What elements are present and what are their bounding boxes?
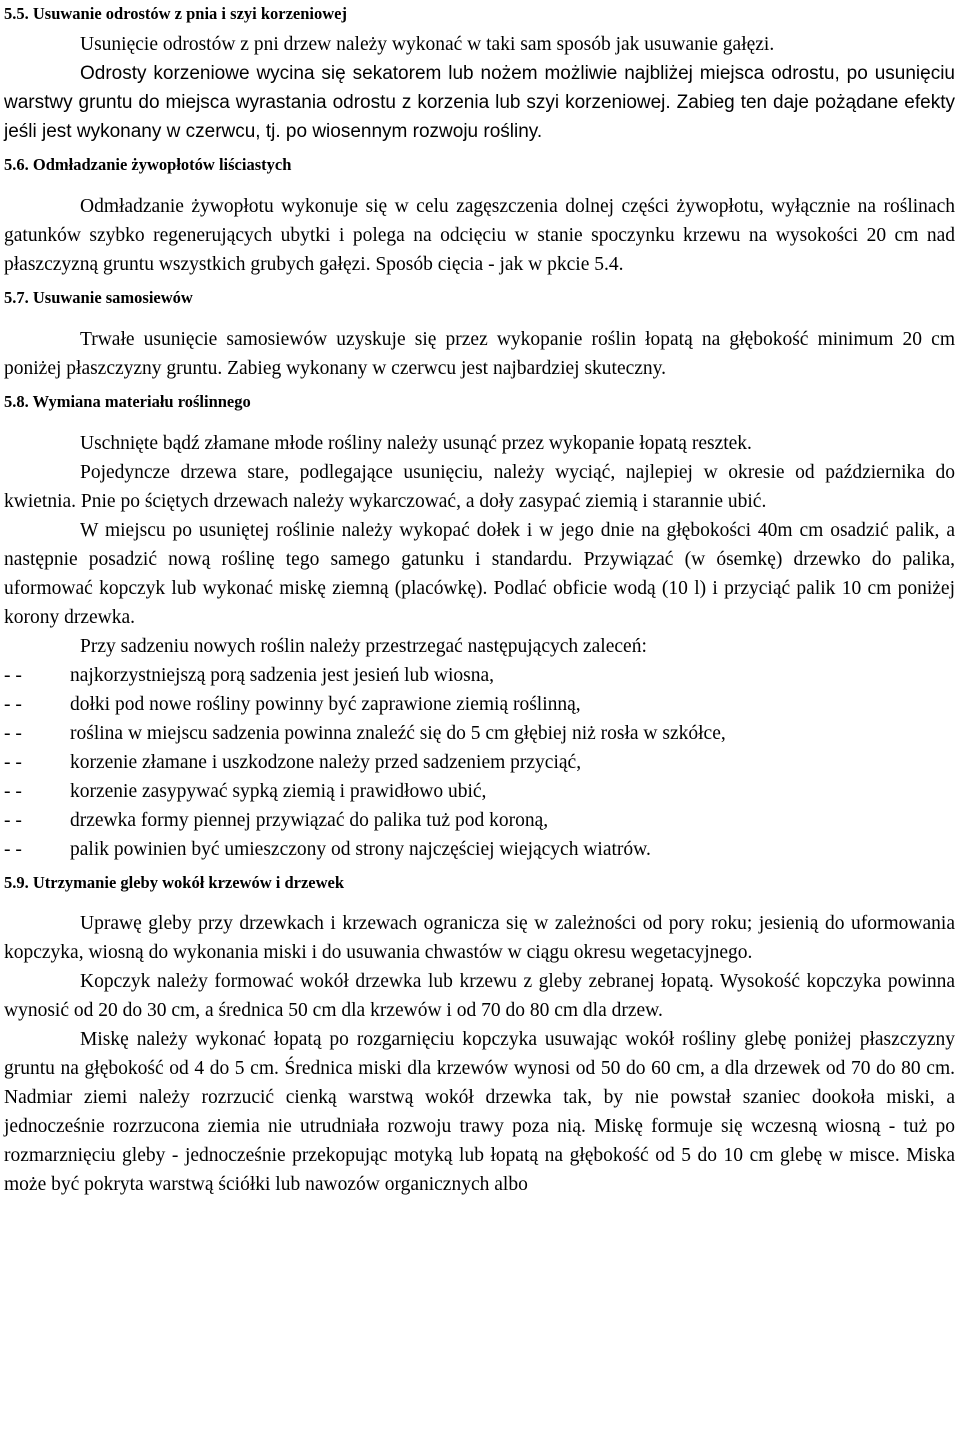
list-marker: - - xyxy=(4,752,22,773)
section-heading-5-9: 5.9. Utrzymanie gleby wokół krzewów i drzewek xyxy=(4,873,345,892)
paragraph: Odrosty korzeniowe wycina się sekatorem lub nożem możliwie najbliżej miejsca odrostu, po usunięciu warstwy gruntu do miejsca wyrastania odrostu z korzenia lub szyi korzeniowej. Zabieg ten daje pożądane efekty jeśli jest wykonany w czerwcu, tj. po wiosennym rozwoju rośliny. xyxy=(4,63,955,142)
paragraph: Uschnięte bądź złamane młode rośliny należy usunąć przez wykopanie łopatą resztek. xyxy=(80,433,752,454)
list-item xyxy=(4,661,955,690)
list-item xyxy=(4,690,955,719)
paragraph: Przy sadzeniu nowych roślin należy przestrzegać następujących zaleceń: xyxy=(80,636,647,657)
list-item-text: korzenie złamane i uszkodzone należy przed sadzeniem przyciąć, xyxy=(70,752,582,773)
paragraph: Pojedyncze drzewa stare, podlegające usunięciu, należy wyciąć, najlepiej w okresie od października do kwietnia. Pnie po ściętych drzewach należy wykarczować, a doły zasypać ziemią i starannie ubić. xyxy=(4,462,955,512)
paragraph: Usunięcie odrostów z pni drzew należy wykonać w taki sam sposób jak usuwanie gałęzi. xyxy=(80,34,775,55)
paragraph: W miejscu po usuniętej roślinie należy wykopać dołek i w jego dnie na głębokości 40m cm osadzić palik, a następnie posadzić nową roślinę tego samego gatunku i standardu. Przywiązać (w ósemkę) drzewko do palika, uformować kopczyk lub wykonać miskę ziemną (placówkę). Podlać obficie wodą (10 l) i przyciąć palik 10 cm poniżej korony drzewka. xyxy=(4,520,955,628)
list-item-text: drzewka formy piennej przywiązać do palika tuż pod koroną, xyxy=(70,810,549,831)
list-item-text: roślina w miejscu sadzenia powinna znaleźć się do 5 cm głębiej niż rosła w szkółce, xyxy=(70,723,726,744)
list-marker: - - xyxy=(4,723,22,744)
list-item xyxy=(4,777,955,806)
list-marker: - - xyxy=(4,665,22,686)
paragraph: Odmładzanie żywopłotu wykonuje się w celu zagęszczenia dolnej części żywopłotu, wyłącznie na roślinach gatunków szybko regenerujących ubytki i polega na odcięciu w stanie spoczynku krzewu na wysokości 20 cm nad płaszczyzną gruntu wszystkich grubych gałęzi. Sposób cięcia - jak w pkcie 5.4. xyxy=(4,196,955,275)
section-heading-5-5: 5.5. Usuwanie odrostów z pnia i szyi korzeniowej xyxy=(4,4,347,23)
list-marker: - - xyxy=(4,781,22,802)
paragraph: Kopczyk należy formować wokół drzewka lub krzewu z gleby zebranej łopatą. Wysokość kopczyka powinna wynosić od 20 do 30 cm, a średnica 50 cm dla krzewów i od 70 do 80 cm dla drzew. xyxy=(4,971,955,1021)
document-page xyxy=(4,0,955,1199)
list-item-text: palik powinien być umieszczony od strony najczęściej wiejących wiatrów. xyxy=(70,839,651,860)
planting-recommendations-list xyxy=(4,661,955,864)
list-item xyxy=(4,719,955,748)
paragraph: Trwałe usunięcie samosiewów uzyskuje się przez wykopanie roślin łopatą na głębokość minimum 20 cm poniżej płaszczyzny gruntu. Zabieg wykonany w czerwcu jest najbardziej skuteczny. xyxy=(4,329,955,379)
list-item xyxy=(4,835,955,864)
paragraph: Miskę należy wykonać łopatą po rozgarnięciu kopczyka usuwając wokół rośliny glebę poniżej płaszczyzny gruntu na głębokość od 4 do 5 cm. Średnica miski dla krzewów wynosi od 50 do 60 cm, a dla drzewek od 70 do 80 cm. Nadmiar ziemi należy rozrzucić cienką warstwą wokół drzewka tak, by nie powstał szaniec dookoła miski, a jednocześnie rozrzucona ziemia nie utrudniała rozwoju trawy poza nią. Miskę formuje się wczesną wiosną - tuż po rozmarznięciu gleby - jednocześnie przekopując motyką lub łopatą na głębokość od 5 do 10 cm glebę w misce. Miska może być pokryta warstwą ściółki lub nawozów organicznych albo xyxy=(4,1029,955,1195)
list-item-text: dołki pod nowe rośliny powinny być zaprawione ziemią roślinną, xyxy=(70,694,581,715)
section-heading-5-7: 5.7. Usuwanie samosiewów xyxy=(4,288,193,307)
list-item-text: korzenie zasypywać sypką ziemią i prawidłowo ubić, xyxy=(70,781,487,802)
section-heading-5-8: 5.8. Wymiana materiału roślinnego xyxy=(4,392,251,411)
paragraph: Uprawę gleby przy drzewkach i krzewach ogranicza się w zależności od pory roku; jesienią do uformowania kopczyka, wiosną do wykonania miski i do usuwania chwastów w ciągu okresu wegetacyjnego. xyxy=(4,913,955,963)
list-marker: - - xyxy=(4,839,22,860)
list-marker: - - xyxy=(4,810,22,831)
list-item xyxy=(4,806,955,835)
list-marker: - - xyxy=(4,694,22,715)
list-item-text: najkorzystniejszą porą sadzenia jest jesień lub wiosna, xyxy=(70,665,494,686)
section-heading-5-6: 5.6. Odmładzanie żywopłotów liściastych xyxy=(4,155,292,174)
list-item xyxy=(4,748,955,777)
